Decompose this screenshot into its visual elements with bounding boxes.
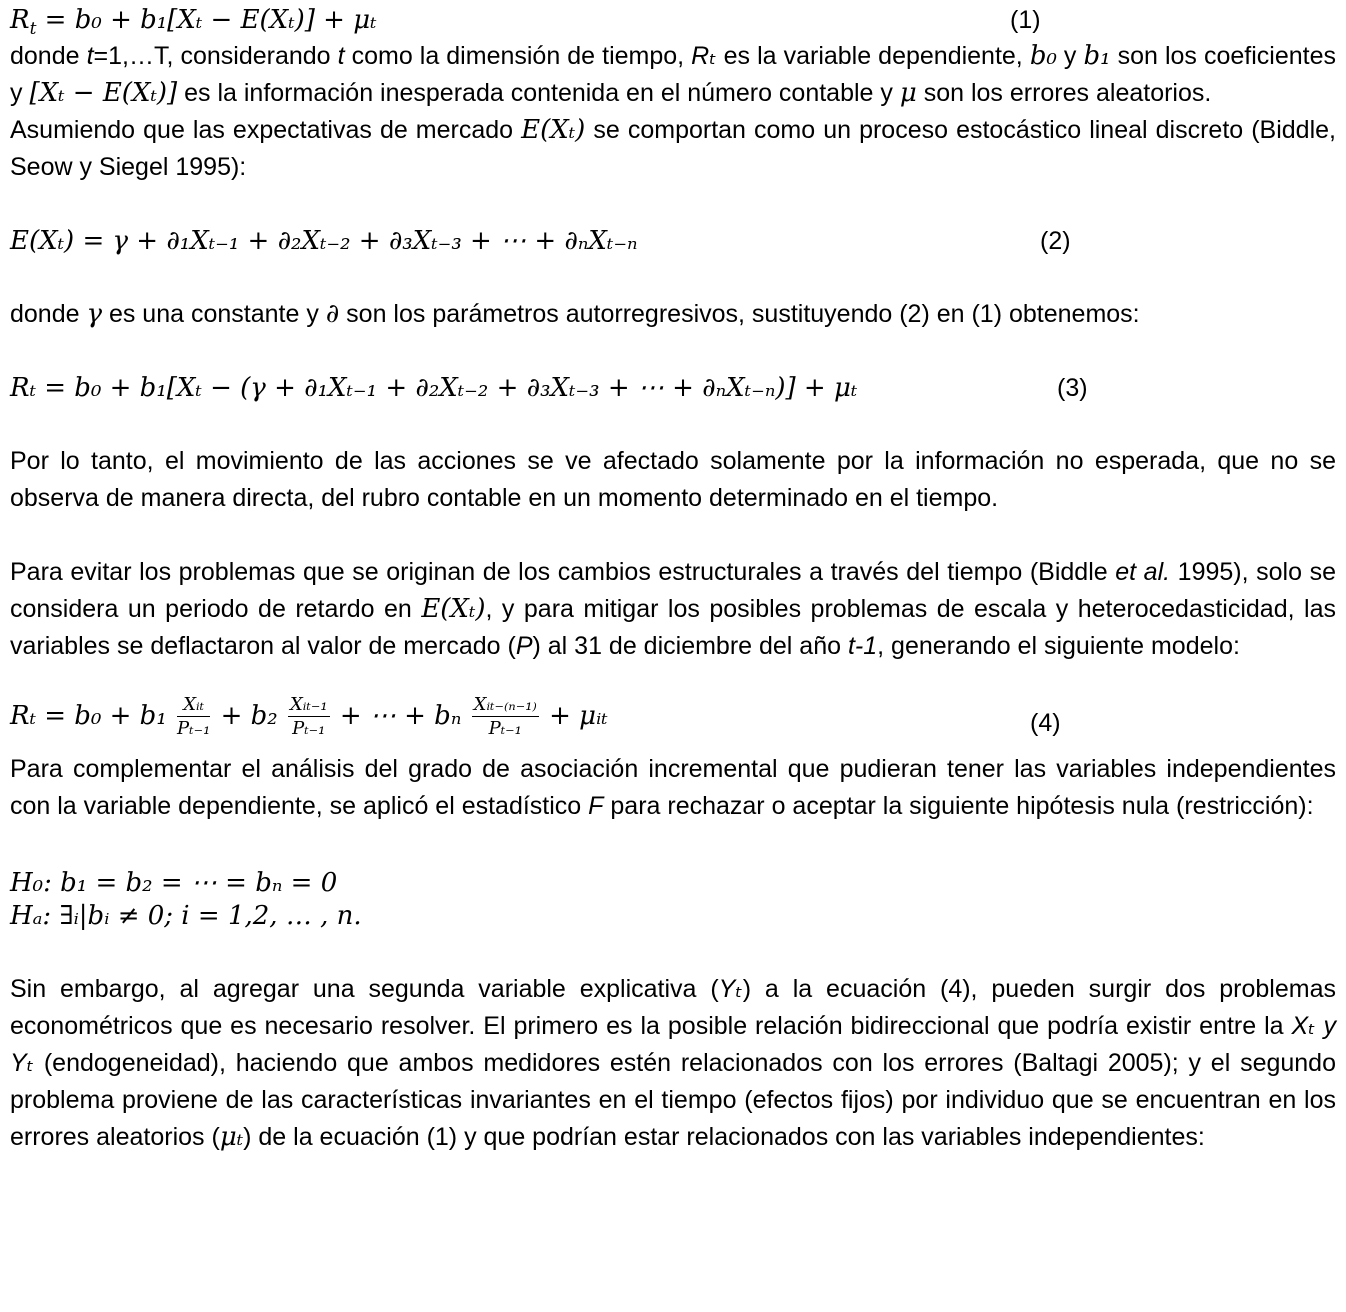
text-span: ) al 31 de diciembre del año: [532, 632, 848, 660]
spacer: [10, 517, 1336, 554]
math-expression: [Xₜ − E(Xₜ)]: [29, 78, 178, 108]
text-span: es una constante y: [102, 300, 326, 328]
text-span: para rechazar o aceptar la siguiente hipótesis nula (restricción):: [603, 792, 1314, 820]
equation-4-part-3: + ⋯ + bₙ: [339, 701, 462, 731]
equation-4: [10, 695, 1336, 751]
equation-2-formula: E(Xₜ) = γ + ∂₁Xₜ₋₁ + ∂₂Xₜ₋₂ + ∂₃Xₜ₋₃ + ⋯ + ∂ₙXₜ₋ₙ: [10, 226, 638, 256]
text-span: como la dimensión de tiempo,: [344, 42, 692, 70]
math-var: t: [86, 42, 94, 70]
equation-3-formula: Rₜ = b₀ + b₁[Xₜ − (γ + ∂₁Xₜ₋₁ + ∂₂Xₜ₋₂ + ∂₃Xₜ₋₃ + ⋯ + ∂ₙXₜ₋ₙ)] + μₜ: [10, 373, 858, 403]
math-expression: E(Xₜ): [421, 594, 486, 624]
equation-4-number: (4): [1030, 709, 1061, 737]
spacer: [10, 333, 1336, 370]
spacer: [10, 259, 1336, 296]
text-span: se comportan como un proceso estocástico lineal discreto (Biddle, Seow y Siegel 1995):: [10, 116, 1336, 181]
equation-4-part-2: + b₂: [220, 701, 278, 731]
math-var: F: [588, 792, 604, 820]
document-page: [10, 2, 1336, 1156]
fraction-3: [472, 695, 539, 739]
text-span: , generando el siguiente modelo:: [877, 632, 1240, 660]
paragraph-2: [10, 112, 1336, 186]
paragraph-4: Por lo tanto, el movimiento de las acciones se ve afectado solamente por la información no esperada, que no se observa de manera directa, del rubro contable en un momento determinado en el tiempo.: [10, 447, 1336, 512]
math-var: Rₜ: [691, 42, 717, 70]
equation-3: [10, 370, 1336, 406]
equation-1-lhs: R: [10, 5, 30, 35]
math-var: ∂: [325, 299, 340, 329]
text-span: es la información inesperada contenida en el número contable y: [177, 79, 900, 107]
equation-1-formula: = b₀ + b₁[Xₜ − E(Xₜ)] + μₜ: [36, 5, 377, 35]
math-var: μ: [899, 78, 917, 108]
math-var: b₁: [1083, 41, 1111, 71]
text-span: (endogeneidad), haciendo que ambos medidores estén relacionados con los errores (Baltagi 2005); y el segundo problema proviene de las características invariantes en el tiempo (efectos fijos) por individuo que se encuentran en los errores aleatorios (: [10, 1049, 1336, 1151]
spacer: [10, 665, 1336, 695]
paragraph-7: [10, 971, 1336, 1156]
text-span: son los coeficientes y: [10, 42, 1336, 107]
fraction-2-denominator: Pₜ₋₁: [292, 718, 326, 739]
equation-4-part-4: + μᵢₜ: [549, 701, 608, 731]
math-var: P: [515, 632, 533, 660]
spacer: [10, 933, 1336, 971]
text-span: son los errores aleatorios.: [916, 79, 1212, 107]
math-var: Yₜ: [718, 975, 743, 1003]
math-var: γ: [86, 299, 103, 329]
text-span: donde: [10, 42, 87, 70]
text-span: es la variable dependiente,: [716, 42, 1030, 70]
paragraph-1: [10, 38, 1336, 112]
fraction-3-numerator: Xᵢₜ₋₍ₙ₋₁₎: [473, 694, 537, 715]
paragraph-3: [10, 296, 1336, 333]
equation-3-number: (3): [1057, 374, 1088, 402]
equation-4-part-1: Rₜ = b₀ + b₁: [10, 701, 167, 731]
italic-text: et al.: [1115, 558, 1171, 586]
text-span: Para evitar los problemas que se originan de los cambios estructurales a través del tiempo (Biddle: [10, 558, 1116, 586]
math-var: μₜ: [219, 1122, 244, 1152]
text-span: Asumiendo que las expectativas de mercado: [10, 116, 522, 144]
italic-text: t-1: [847, 632, 878, 660]
fraction-1-numerator: Xᵢₜ: [177, 695, 210, 717]
fraction-1-denominator: Pₜ₋₁: [177, 718, 211, 739]
fraction-3-denominator: Pₜ₋₁: [488, 718, 522, 739]
equation-1: [10, 2, 1336, 38]
equation-1-lhs-subscript: t: [29, 19, 37, 39]
equation-2-number: (2): [1040, 227, 1071, 255]
text-span: donde: [10, 300, 87, 328]
paragraph-6: [10, 751, 1336, 825]
equation-2: [10, 223, 1336, 259]
text-span: , y para mitigar los posibles problemas de escala y heterocedasticidad, las variables se deflactaron al valor de mercado (: [10, 595, 1336, 660]
text-span: ) a la ecuación (4), pueden surgir dos problemas econométricos que es necesario resolver. El primero es la posible relación bidireccional que podría existir entre la: [10, 975, 1336, 1040]
text-span: son los parámetros autorregresivos, sustituyendo (2) en (1) obtenemos:: [339, 300, 1140, 328]
spacer: [10, 186, 1336, 223]
math-var: t: [337, 42, 345, 70]
math-expression: E(Xₜ): [521, 115, 586, 145]
text-span: ) de la ecuación (1) y que podrían estar relacionados con las variables independientes:: [243, 1123, 1205, 1151]
text-span: Para complementar el análisis del grado de asociación incremental que pudieran tener las variables independientes con la variable dependiente, se aplicó el estadístico: [10, 755, 1336, 820]
alternative-hypothesis: Hₐ: ∃ᵢ|bᵢ ≠ 0; i = 1,2, … , n.: [10, 901, 362, 931]
fraction-1: [177, 695, 210, 739]
text-span: 1995), solo se considera un periodo de retardo en: [10, 558, 1336, 623]
paragraph-5: [10, 554, 1336, 665]
spacer: [10, 406, 1336, 443]
text-span: Sin embargo, al agregar una segunda variable explicativa (: [10, 975, 719, 1003]
equation-1-number: (1): [1010, 6, 1041, 34]
spacer: [10, 825, 1336, 867]
text-span: =1,…T, considerando: [93, 42, 338, 70]
math-var: Xₜ y Yₜ: [10, 1012, 1336, 1077]
text-span: y: [1056, 42, 1084, 70]
fraction-2-numerator: Xᵢₜ₋₁: [289, 694, 328, 715]
fraction-2: [288, 695, 330, 739]
null-hypothesis: H₀: b₁ = b₂ = ⋯ = bₙ = 0: [10, 868, 338, 898]
math-var: b₀: [1029, 41, 1057, 71]
